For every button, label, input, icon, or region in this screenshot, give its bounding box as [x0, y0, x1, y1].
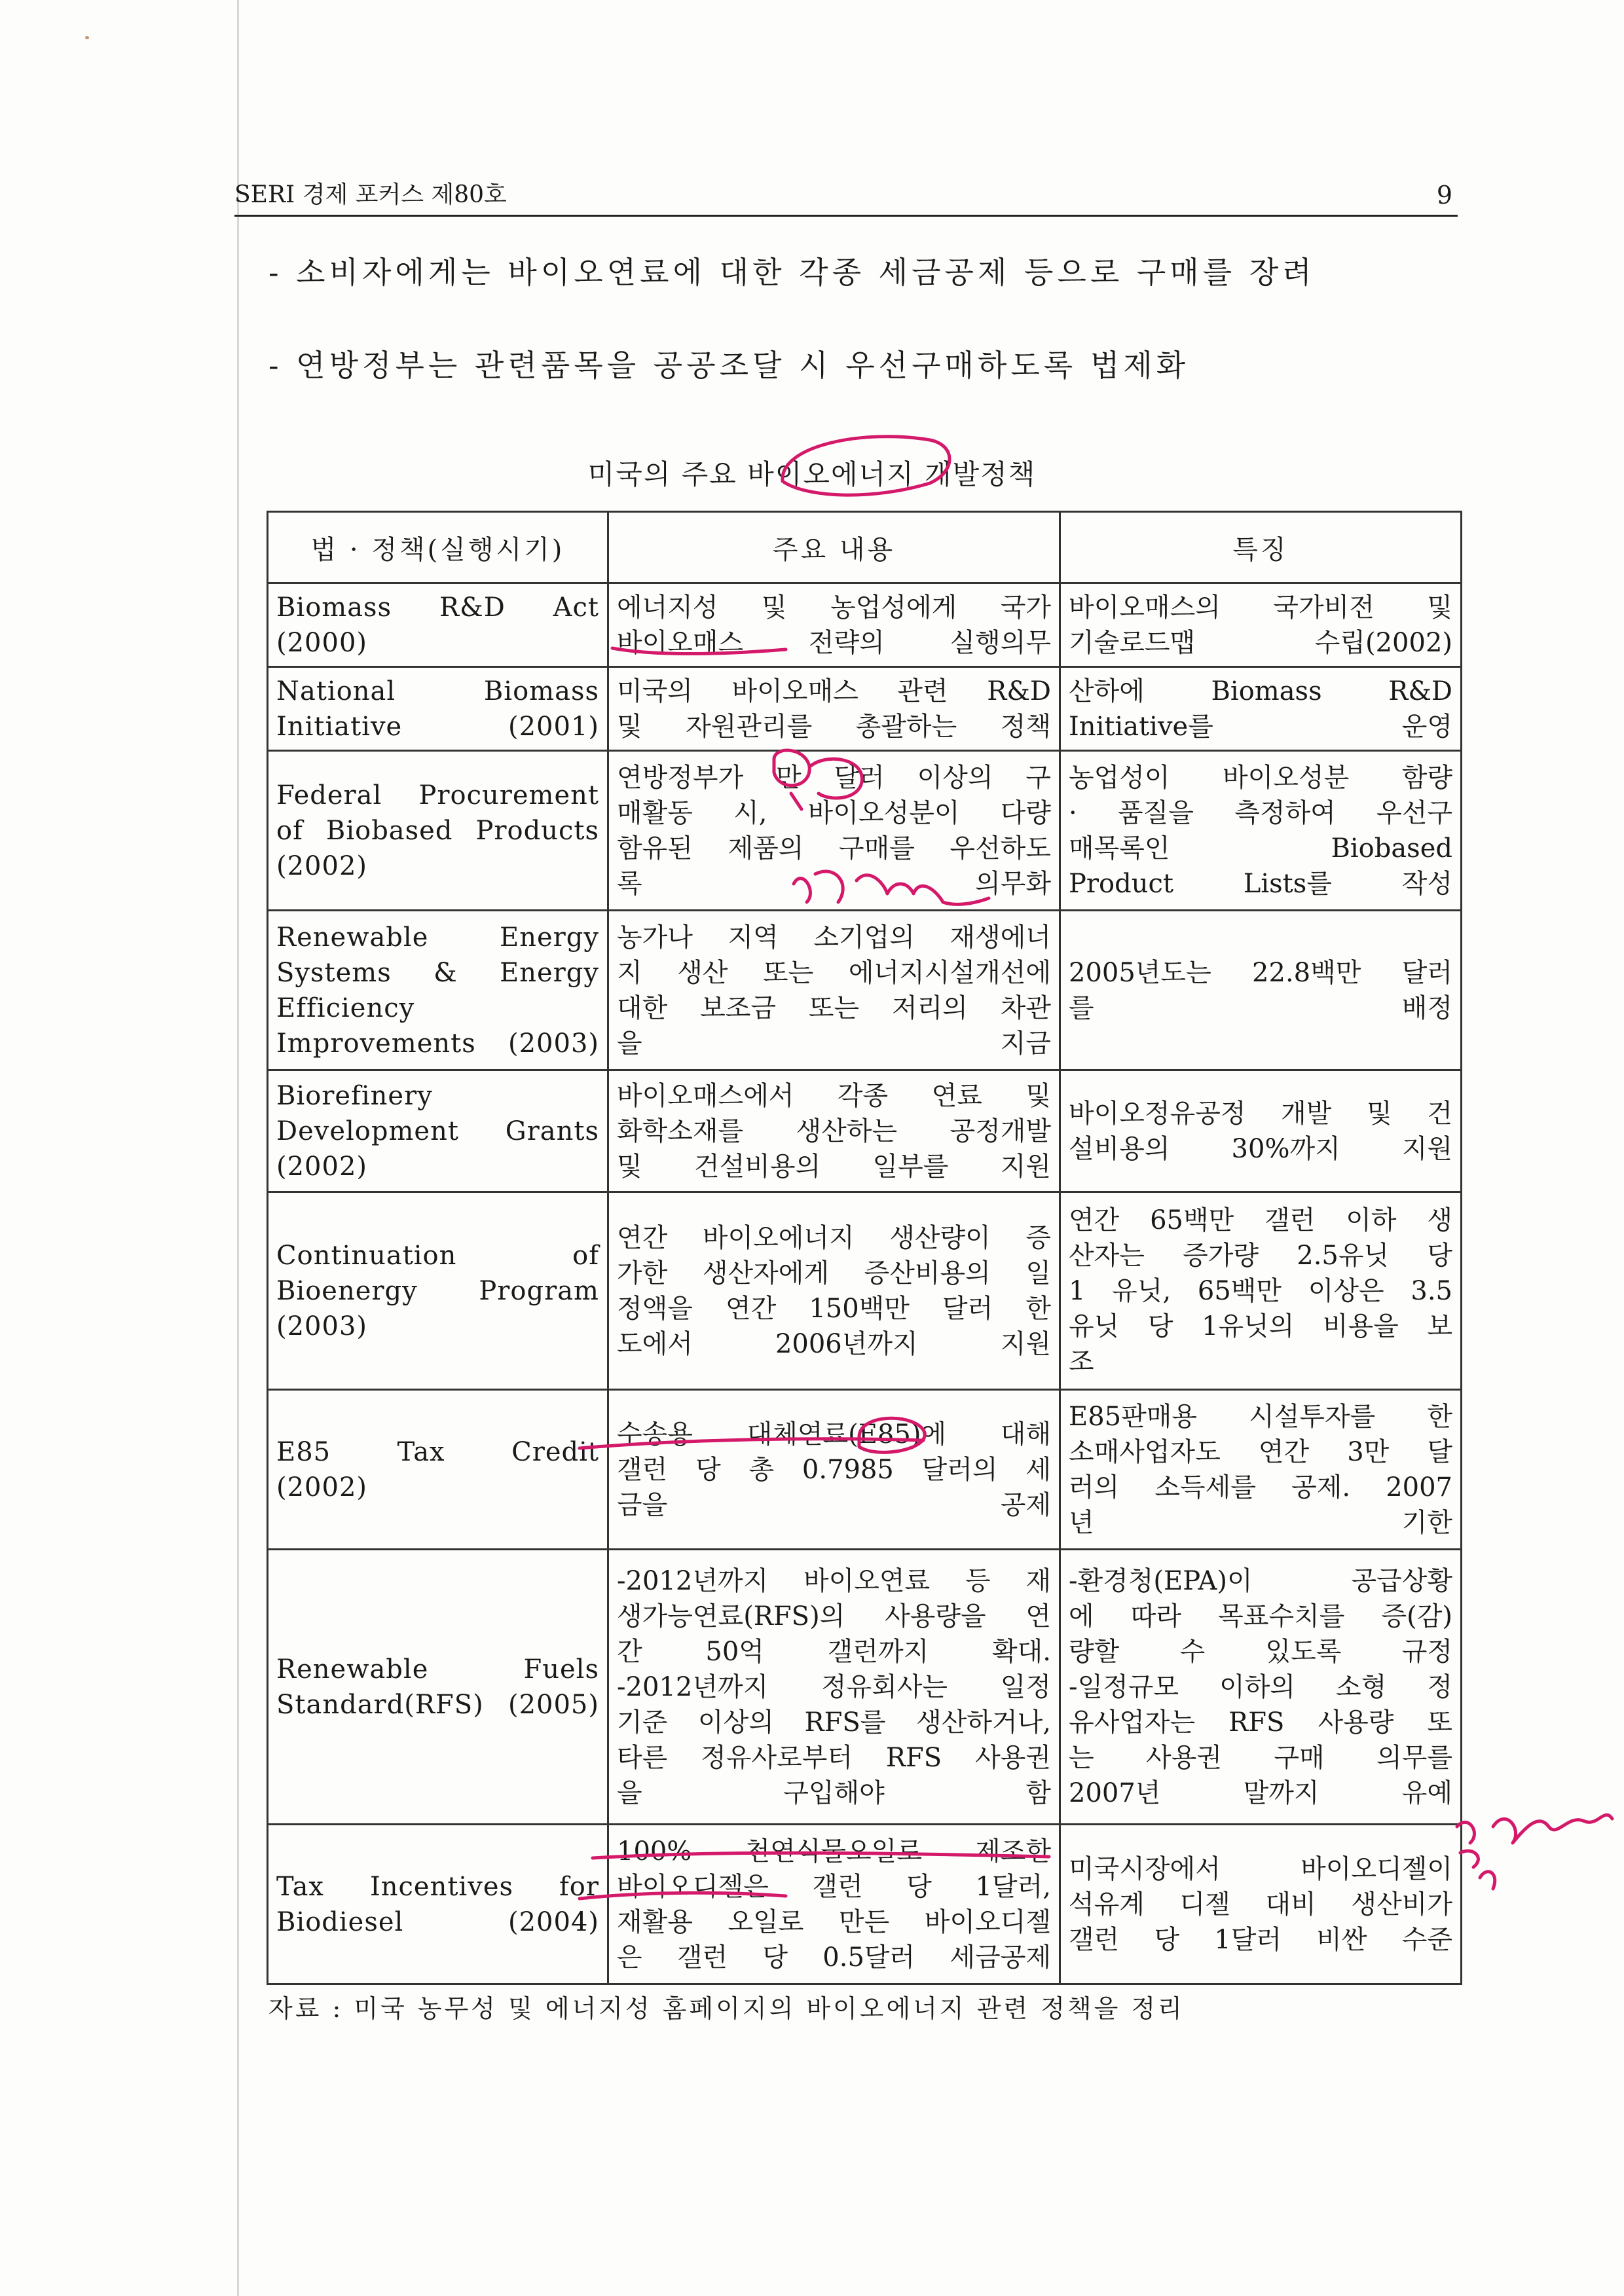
cell-line: 농가나 지역 소기업의 재생에너: [617, 922, 1051, 953]
cell-line: -일정규모 이하의 소형 정: [1069, 1671, 1452, 1702]
cell-line: National Biomass: [276, 676, 599, 706]
cell-line: Biorefinery: [276, 1080, 433, 1111]
cell-line: 간 50억 갤런까지 확대.: [617, 1636, 1051, 1667]
cell-line: 대한 보조금 또는 저리의 차관: [617, 993, 1051, 1023]
cell-line: 록 의무화: [617, 868, 1051, 899]
cell-line: 바이오매스에서 각종 연료 및: [617, 1080, 1051, 1111]
cell-line: Development Grants: [276, 1116, 599, 1146]
cell-line: -2012년까지 정유회사는 일정: [617, 1671, 1051, 1702]
cell-line: Biodiesel (2004): [276, 1906, 599, 1937]
cell-line: 연방정부가 만 달러 이상의 구: [617, 762, 1051, 793]
feature-cell: [1060, 1070, 1462, 1192]
law-cell: [268, 1825, 608, 1984]
header-feature: 특징: [1060, 512, 1462, 583]
content-cell: [608, 1192, 1060, 1390]
cell-line: Initiative (2001): [276, 711, 599, 742]
law-cell: [268, 667, 608, 751]
cell-line: 타른 정유사로부터 RFS 사용권: [617, 1742, 1051, 1773]
publication-title: SERI 경제 포커스 제80호: [234, 181, 507, 208]
content-cell: [608, 583, 1060, 667]
cell-line: 을 지금: [617, 1028, 1051, 1059]
cell-line: 및 자원관리를 총괄하는 정책: [617, 711, 1051, 742]
table-row: [268, 1825, 1462, 1984]
table-title: 미국의 주요 바이오에너지 개발정책: [587, 458, 1037, 490]
cell-line: 에 따라 목표수치를 증(감): [1069, 1601, 1452, 1631]
cell-line: 도에서 2006년까지 지원: [617, 1328, 1051, 1359]
cell-line: 년 기한: [1069, 1507, 1452, 1538]
cell-line: 함유된 제품의 구매를 우선하도: [617, 833, 1051, 864]
content-cell: [608, 1070, 1060, 1192]
cell-line: 유닛 당 1유닛의 비용을 보: [1069, 1311, 1452, 1341]
cell-line: -2012년까지 바이오연료 등 재: [617, 1565, 1051, 1596]
cell-line: · 품질을 측정하여 우선구: [1069, 797, 1452, 828]
cell-line: 산하에 Biomass R&D: [1069, 676, 1452, 706]
feature-cell: [1060, 1390, 1462, 1550]
cell-line: 는 사용권 구매 의무를: [1069, 1742, 1452, 1773]
table-header-row: [268, 512, 1462, 583]
cell-line: 바이오매스 전략의 실행의무: [617, 627, 1051, 658]
feature-cell: [1060, 1550, 1462, 1825]
cell-line: 및 건설비용의 일부를 지원: [617, 1151, 1051, 1182]
cell-line: Renewable Energy: [276, 922, 599, 953]
cell-line: 갤런 당 총 0.7985 달러의 세: [617, 1454, 1051, 1485]
law-cell: [268, 1550, 608, 1825]
feature-cell: [1060, 583, 1462, 667]
cell-line: of Biobased Products: [276, 815, 599, 846]
cell-line: 가한 생산자에게 증산비용의 일: [617, 1258, 1051, 1288]
content-cell: [608, 1550, 1060, 1825]
content-cell: [608, 1390, 1060, 1550]
cell-line: 생가능연료(RFS)의 사용량을 연: [617, 1601, 1051, 1631]
cell-line: 재활용 오일로 만든 바이오디젤: [617, 1906, 1051, 1937]
cell-line: Renewable Fuels: [276, 1654, 599, 1685]
page-margin-line: [237, 0, 239, 2296]
cell-line: 매목록인 Biobased: [1069, 833, 1452, 864]
cell-line: Standard(RFS) (2005): [276, 1689, 599, 1720]
cell-line: 기술로드맵 수립(2002): [1069, 627, 1452, 658]
cell-line: 금을 공제: [617, 1489, 1051, 1520]
cell-line: 바이오디젤은 갤런 당 1달러,: [617, 1871, 1051, 1902]
cell-line: (2002): [276, 1151, 368, 1182]
law-cell: [268, 1192, 608, 1390]
content-cell: [608, 667, 1060, 751]
table-row: [268, 1192, 1462, 1390]
cell-line: 바이오정유공정 개발 및 건: [1069, 1098, 1452, 1129]
cell-line: (2002): [276, 850, 368, 881]
feature-cell: [1060, 667, 1462, 751]
cell-line: 소매사업자도 연간 3만 달: [1069, 1436, 1452, 1467]
bullet-federal-procurement: - 연방정부는 관련품목을 공공조달 시 우선구매하도록 법제화: [268, 348, 1190, 383]
table-row: [268, 583, 1462, 667]
cell-line: Continuation of: [276, 1240, 599, 1271]
cell-line: Federal Procurement: [276, 780, 599, 811]
cell-line: Tax Incentives for: [276, 1871, 599, 1902]
cell-line: Bioenergy Program: [276, 1275, 599, 1306]
header-law: 법 · 정책(실행시기): [268, 512, 608, 583]
cell-line: Biomass R&D Act (2000): [276, 592, 599, 658]
cell-line: 연간 바이오에너지 생산량이 증: [617, 1222, 1051, 1253]
cell-line: 정액을 연간 150백만 달러 한: [617, 1293, 1051, 1324]
cell-line: E85 Tax Credit: [276, 1436, 599, 1467]
table-row: [268, 911, 1462, 1070]
bullet-consumer-tax: - 소비자에게는 바이오연료에 대한 각종 세금공제 등으로 구매를 장려: [268, 255, 1316, 290]
header-content: 주요 내용: [608, 512, 1060, 583]
cell-line: Initiative를 운영: [1069, 711, 1452, 742]
table-row: [268, 1390, 1462, 1550]
cell-line: 산자는 증가량 2.5유닛 당: [1069, 1240, 1452, 1271]
scan-speck: [85, 36, 89, 39]
cell-line: 갤런 당 1달러 비싼 수준: [1069, 1924, 1452, 1955]
cell-line: 미국의 바이오매스 관련 R&D: [617, 676, 1051, 706]
cell-line: 연간 65백만 갤런 이하 생: [1069, 1205, 1452, 1235]
cell-line: Efficiency: [276, 993, 415, 1023]
table-row: [268, 1550, 1462, 1825]
cell-line: 조: [1069, 1346, 1094, 1377]
cell-line: 바이오매스의 국가비전 및: [1069, 592, 1452, 623]
table-row: [268, 667, 1462, 751]
cell-line: 화학소재를 생산하는 공정개발: [617, 1116, 1051, 1146]
cell-line: Improvements (2003): [276, 1028, 599, 1059]
law-cell: [268, 1390, 608, 1550]
cell-line: 유사업자는 RFS 사용량 또: [1069, 1707, 1452, 1738]
cell-line: Systems & Energy: [276, 957, 599, 988]
cell-line: 량할 수 있도록 규정: [1069, 1636, 1452, 1667]
cell-line: 기준 이상의 RFS를 생산하거나,: [617, 1707, 1051, 1738]
feature-cell: [1060, 1192, 1462, 1390]
cell-line: 석유계 디젤 대비 생산비가: [1069, 1889, 1452, 1920]
cell-line: 수송용 대체연료(E85)에 대해: [617, 1419, 1051, 1449]
cell-line: 를 배정: [1069, 993, 1452, 1023]
cell-line: -환경청(EPA)이 공급상황: [1069, 1565, 1452, 1596]
cell-line: 매활동 시, 바이오성분이 다량: [617, 797, 1051, 828]
cell-line: 러의 소득세를 공제. 2007: [1069, 1472, 1452, 1503]
cell-line: 미국시장에서 바이오디젤이: [1069, 1853, 1452, 1884]
content-cell: [608, 1825, 1060, 1984]
content-cell: [608, 751, 1060, 911]
page-header: [234, 175, 1458, 217]
cell-line: 1 유닛, 65백만 이상은 3.5: [1069, 1275, 1452, 1306]
law-cell: [268, 1070, 608, 1192]
cell-line: 은 갤런 당 0.5달러 세금공제: [617, 1942, 1051, 1973]
law-cell: [268, 911, 608, 1070]
cell-line: 100% 천연식물오일로 제조한: [617, 1836, 1051, 1867]
cell-line: 을 구입해야 함: [617, 1777, 1051, 1808]
policy-table: [267, 511, 1462, 1985]
cell-line: 설비용의 30%까지 지원: [1069, 1133, 1452, 1164]
feature-cell: [1060, 911, 1462, 1070]
law-cell: [268, 751, 608, 911]
cell-line: 에너지성 및 농업성에게 국가: [617, 592, 1051, 623]
cell-line: 농업성이 바이오성분 함량: [1069, 762, 1452, 793]
table-row: [268, 751, 1462, 911]
content-cell: [608, 911, 1060, 1070]
page-number: 9: [1436, 181, 1452, 210]
cell-line: (2003): [276, 1311, 368, 1341]
cell-line: (2002): [276, 1472, 368, 1503]
law-cell: [268, 583, 608, 667]
source-note: 자료 : 미국 농무성 및 에너지성 홈페이지의 바이오에너지 관련 정책을 정리: [268, 1994, 1185, 2023]
cell-line: 2007년 말까지 유예: [1069, 1777, 1452, 1808]
ink-scribble-margin: [1457, 1815, 1612, 1889]
cell-line: E85판매용 시설투자를 한: [1069, 1401, 1452, 1432]
cell-line: 2005년도는 22.8백만 달러: [1069, 957, 1452, 988]
feature-cell: [1060, 1825, 1462, 1984]
feature-cell: [1060, 751, 1462, 911]
cell-line: Product Lists를 작성: [1069, 868, 1452, 899]
table-row: [268, 1070, 1462, 1192]
cell-line: 지 생산 또는 에너지시설개선에: [617, 957, 1051, 988]
